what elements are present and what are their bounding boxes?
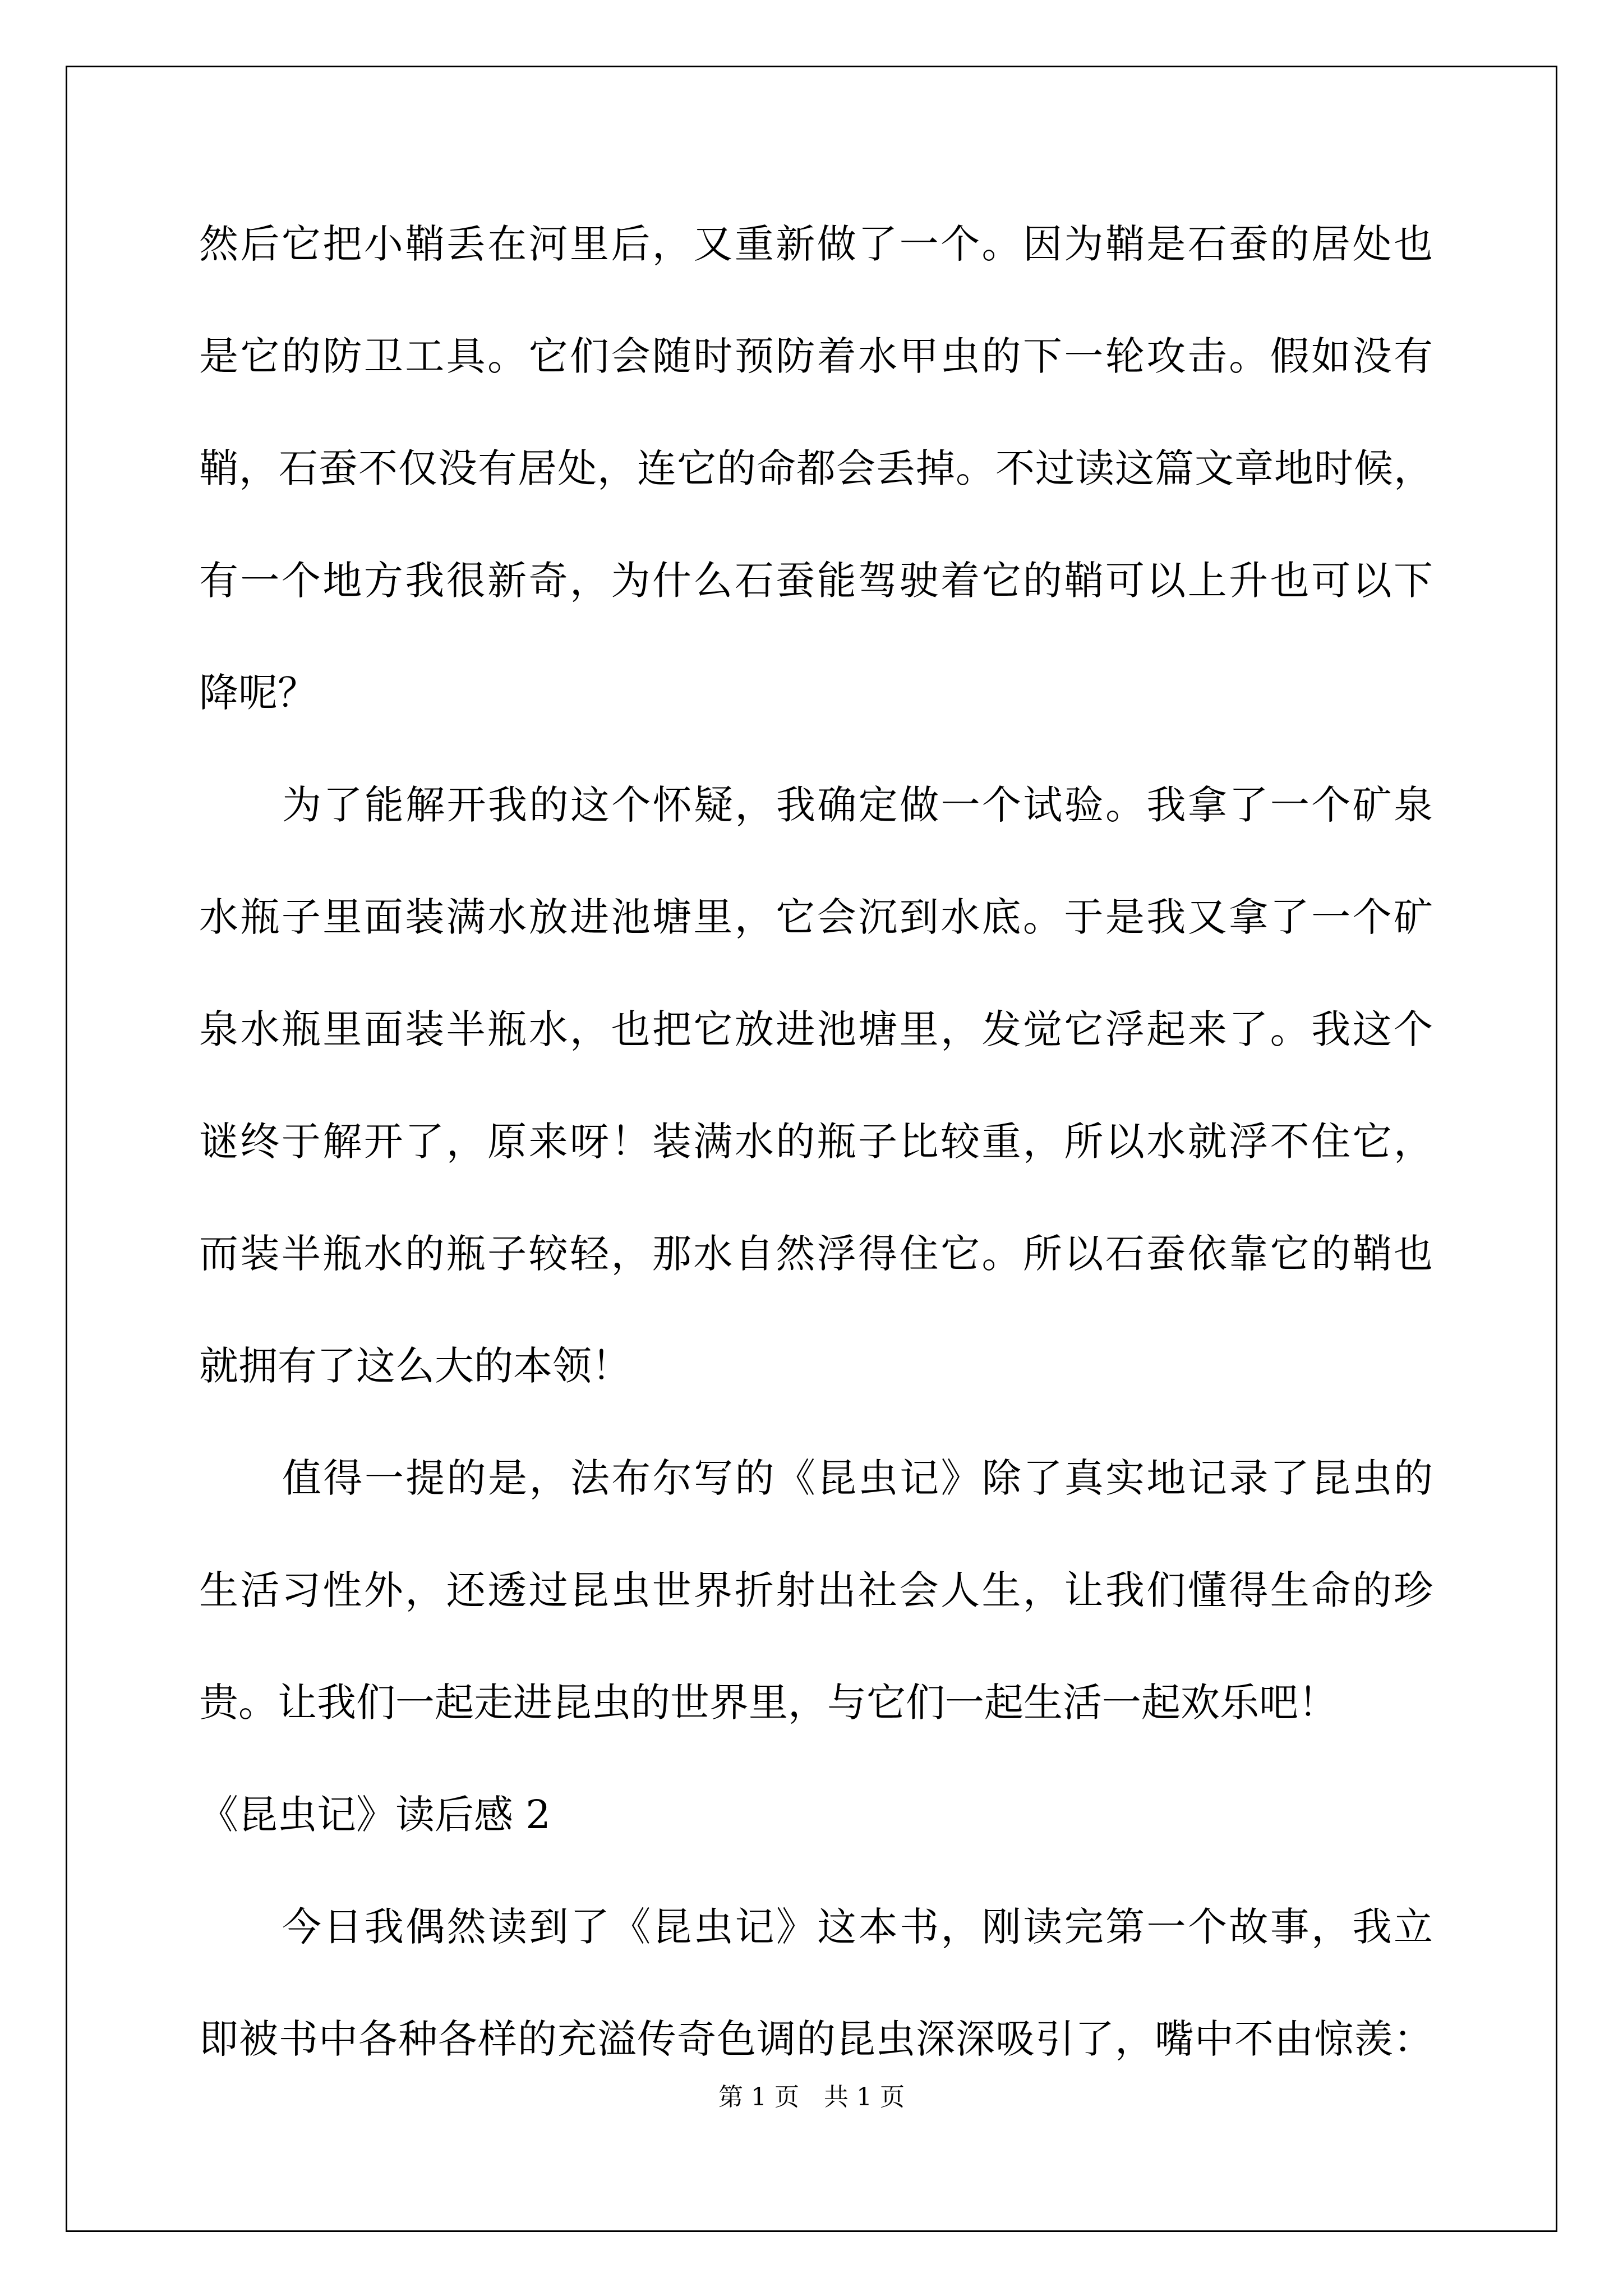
page-number-footer: 第 1 页 共 1 页 (718, 2083, 905, 2111)
text-line: 生活习性外，还透过昆虫世界折射出社会人生，让我们懂得生命的珍 (199, 1567, 1433, 1613)
text-line: 水瓶子里面装满水放进池塘里，它会沉到水底。于是我又拿了一个矿 (199, 894, 1433, 940)
text-line: 是它的防卫工具。它们会随时预防着水甲虫的下一轮攻击。假如没有 (199, 333, 1433, 379)
paragraph-first-line: 值得一提的是，法布尔写的《昆虫记》除了真实地记录了昆虫的 (282, 1455, 1433, 1501)
text-line: 而装半瓶水的瓶子较轻，那水自然浮得住它。所以石蚕依靠它的鞘也 (199, 1231, 1433, 1277)
text-line: 鞘，石蚕不仅没有居处，连它的命都会丢掉。不过读这篇文章地时候， (199, 445, 1433, 491)
text-line: 泉水瓶里面装半瓶水，也把它放进池塘里，发觉它浮起来了。我这个 (199, 1006, 1433, 1052)
text-line: 贵。让我们一起走进昆虫的世界里，与它们一起生活一起欢乐吧！ (199, 1680, 1338, 1726)
text-line: 即被书中各种各样的充溢传奇色调的昆虫深深吸引了，嘴中不由惊羡： (199, 2016, 1433, 2062)
text-line: 降呢？ (199, 670, 317, 716)
document-body (199, 222, 1433, 2129)
text-line: 然后它把小鞘丢在河里后，又重新做了一个。因为鞘是石蚕的居处也 (199, 221, 1433, 267)
text-line: 就拥有了这么大的本领！ (199, 1343, 631, 1389)
section-heading: 《昆虫记》读后感 2 (199, 1792, 551, 1838)
text-line: 谜终于解开了，原来呀！装满水的瓶子比较重，所以水就浮不住它， (199, 1119, 1433, 1165)
paragraph-first-line: 为了能解开我的这个怀疑，我确定做一个试验。我拿了一个矿泉 (282, 782, 1433, 828)
paragraph-first-line: 今日我偶然读到了《昆虫记》这本书，刚读完第一个故事，我立 (282, 1904, 1433, 1950)
text-line: 有一个地方我很新奇，为什么石蚕能驾驶着它的鞘可以上升也可以下 (199, 558, 1433, 604)
